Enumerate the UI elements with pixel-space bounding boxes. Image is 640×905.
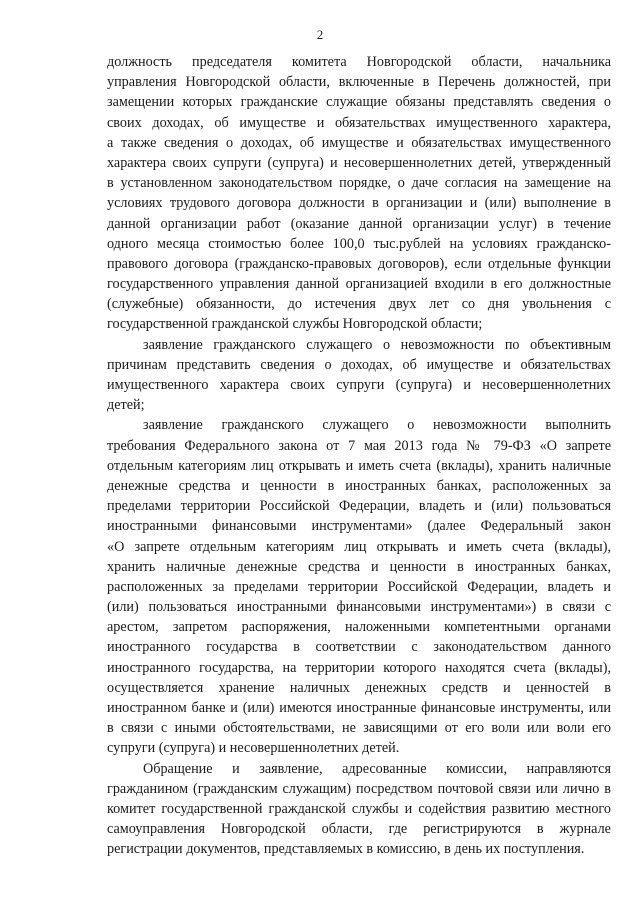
text-line: иностранного государства, на территории которого находятся счета (вклады), [107, 659, 611, 676]
text-line: имущественного характера своих супруги (супруга) и несовершеннолетних [107, 377, 611, 393]
paragraph [107, 335, 611, 416]
text-line: детей; [107, 397, 145, 414]
text-line: в связи с иными обстоятельствами, не зависящими от его воли или воли его [107, 720, 611, 737]
text-line: Обращение и заявление, адресованные комиссии, направляются [143, 760, 611, 777]
text-line: причинам представить сведения о доходах, об имуществе и обязательствах [107, 356, 611, 373]
paragraph [107, 52, 611, 335]
paragraph [107, 759, 611, 860]
text-line: (служебные) обязанности, до истечения двух лет со дня увольнения с [107, 296, 611, 313]
text-line: пределами территории Российской Федерации, владеть и (или) пользоваться [107, 498, 611, 515]
text-line: арестом, запретом распоряжения, наложенными компетентными органами [107, 619, 611, 636]
text-line: (или) пользоваться иностранными финансовыми инструментами») в связи с [107, 599, 611, 616]
text-line: осуществляется хранение наличных денежных средств и ценностей в [107, 679, 611, 696]
text-line: иностранными финансовыми инструментами» (далее Федеральный закон [107, 518, 611, 535]
text-line: в установленном законодательством порядке, о даче согласия на замещение на [107, 175, 611, 192]
text-line: денежные средства и ценности в иностранных банках, расположенных за [107, 477, 611, 494]
text-line: хранить наличные денежные средства и ценности в иностранных банках, [107, 558, 611, 575]
text-line: данной организации работ (оказание данной организации услуг) в течение [107, 215, 611, 232]
text-line: характера своих супруги (супруга) и несовершеннолетних детей, утвержденный [107, 154, 611, 171]
text-line: «О запрете отдельным категориям лиц открывать и иметь счета (вклады), [107, 538, 611, 555]
text-line: отдельным категориям лиц открывать и иметь счета (вклады), хранить наличные [107, 457, 611, 474]
text-line: замещении которых гражданские служащие обязаны представлять сведения о [107, 94, 611, 111]
text-line: государственного управления данной организацией входили в его должностные [107, 276, 611, 293]
page-number: 2 [316, 27, 324, 42]
text-line: условиях трудового договора должности в организации и (или) выполнение в [107, 195, 611, 212]
text-line: должность председателя комитета Новгородской области, начальника [107, 54, 611, 70]
text-line: расположенных за пределами территории Российской Федерации, владеть и [107, 578, 611, 595]
text-line: заявление гражданского служащего о невозможности выполнить [143, 417, 611, 434]
text-line: иностранном банке и (или) имеются иностранные финансовые инструменты, или [107, 700, 611, 716]
text-line: самоуправления Новгородской области, где регистрируются в журнале [107, 821, 611, 838]
text-line: одного месяца стоимостью более 100,0 тыс.рублей на условиях гражданско- [107, 235, 611, 252]
text-line: регистрации документов, представляемых в комиссию, в день их поступления. [107, 841, 585, 858]
text-line: а также сведения о доходах, об имуществе и обязательствах имущественного [107, 134, 611, 151]
document-body [107, 52, 611, 860]
text-line: управления Новгородской области, включенные в Перечень должностей, при [107, 74, 611, 91]
text-line: своих доходах, об имуществе и обязательствах имущественного характера, [107, 114, 611, 131]
paragraph [107, 415, 611, 758]
text-line: иностранного государства в соответствии с законодательством данного [107, 639, 611, 656]
text-line: правового договора (гражданско-правовых договоров), если отдельные функции [107, 255, 611, 272]
text-line: заявление гражданского служащего о невозможности по объективным [143, 336, 611, 353]
text-line: требования Федерального закона от 7 мая 2013 года № 79-ФЗ «О запрете [107, 437, 611, 454]
text-line: гражданином (гражданским служащим) посредством почтовой связи или лично в [107, 780, 611, 797]
text-line: государственной гражданской службы Новгородской области; [107, 316, 483, 333]
text-line: комитет государственной гражданской службы и содействия развитию местного [107, 800, 611, 817]
text-line: супруги (супруга) и несовершеннолетних детей. [107, 740, 400, 757]
